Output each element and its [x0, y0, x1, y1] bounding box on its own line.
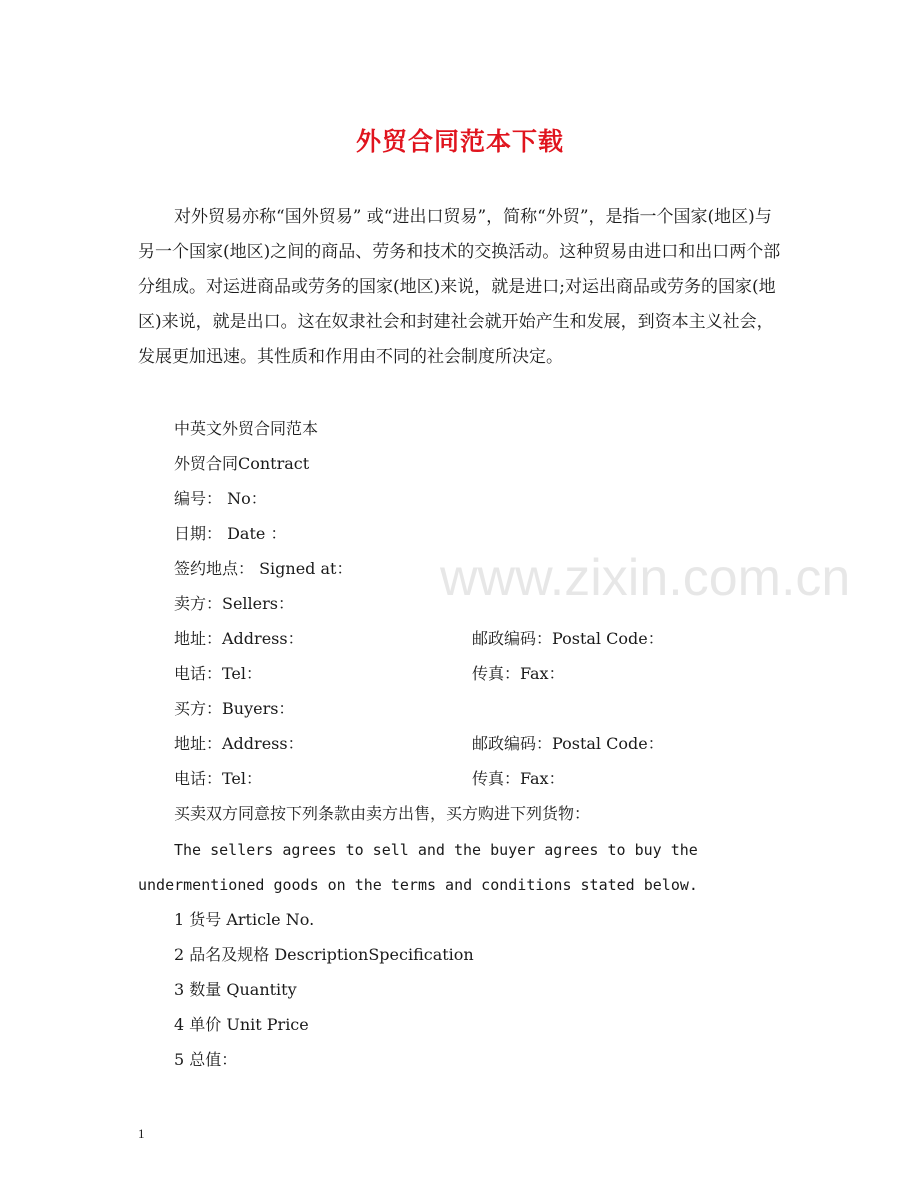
page-number: 1: [138, 1126, 145, 1141]
buyer-tel: 电话：Tel：: [174, 769, 263, 788]
seller-address: 地址：Address：: [174, 629, 304, 648]
item-unit-price: 4 单价 Unit Price: [174, 1015, 309, 1034]
document-title: 外贸合同范本下载: [355, 127, 564, 156]
seller-fax: 传真：Fax：: [472, 664, 565, 683]
item-total-value: 5 总值：: [174, 1050, 238, 1069]
contract-heading: 中英文外贸合同范本: [174, 419, 319, 438]
buyer-label: 买方：Buyers：: [174, 699, 295, 718]
agreement-english-line-1: The sellers agrees to sell and the buyer agrees to buy the: [174, 841, 698, 859]
item-description: 2 品名及规格 DescriptionSpecification: [174, 945, 474, 964]
intro-paragraph: 对外贸易亦称“国外贸易” 或“进出口贸易”，简称“外贸”，是指一个国家(地区)与另一个国家(地区)之间的商品、劳务和技术的交换活动。这种贸易由进口和出口两个部分组成。对运进商品或劳务的国家(地区)来说，就是进口;对运出商品或劳务的国家(地区)来说，就是出口。这在奴隶社会和封建社会就开始产生和发展，到资本主义社会，发展更加迅速。其性质和作用由不同的社会制度所决定。: [138, 207, 781, 367]
agreement-english-line-2: undermentioned goods on the terms and conditions stated below.: [138, 876, 698, 894]
agreement-chinese: 买卖双方同意按下列条款由卖方出售，买方购进下列货物：: [174, 804, 591, 823]
buyer-postal-code: 邮政编码：Postal Code：: [472, 734, 664, 753]
contract-title: 外贸合同Contract: [174, 454, 310, 473]
contract-date: 日期： Date ：: [174, 524, 287, 543]
contract-number: 编号： No：: [174, 489, 267, 508]
seller-postal-code: 邮政编码：Postal Code：: [472, 629, 664, 648]
watermark: www.zixin.com.cn: [440, 549, 851, 607]
buyer-fax: 传真：Fax：: [472, 769, 565, 788]
signed-at: 签约地点： Signed at：: [174, 559, 353, 578]
seller-tel: 电话：Tel：: [174, 664, 263, 683]
buyer-address: 地址：Address：: [174, 734, 304, 753]
item-article-no: 1 货号 Article No.: [174, 910, 315, 929]
seller-label: 卖方：Sellers：: [174, 594, 294, 613]
item-quantity: 3 数量 Quantity: [174, 980, 297, 999]
